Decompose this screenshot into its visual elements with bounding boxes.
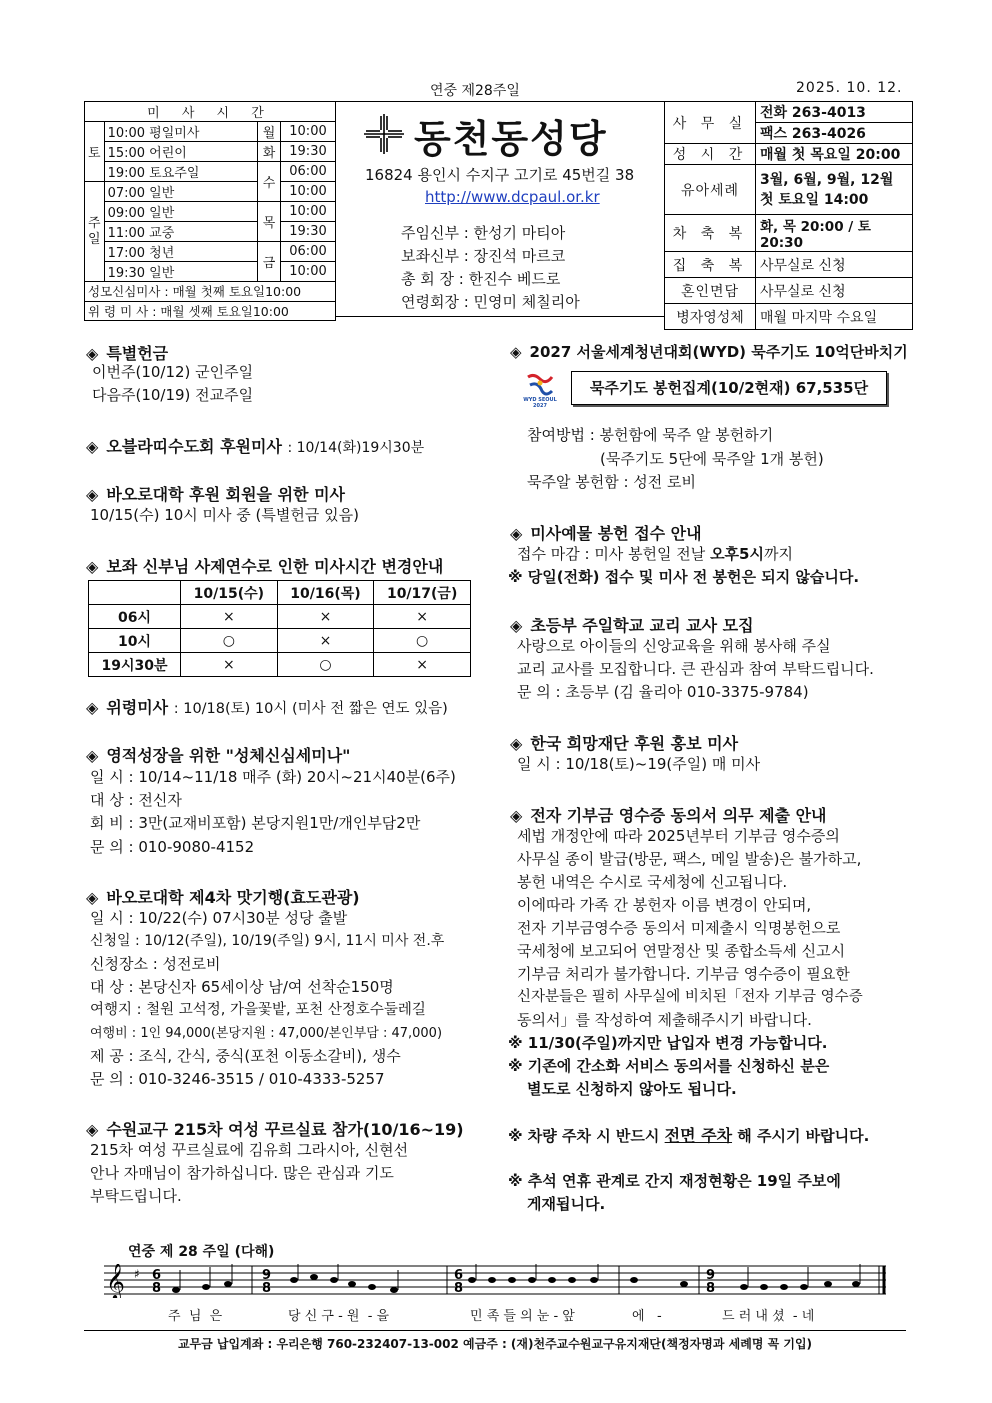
mass-row: 19:00 토요주일 (104, 162, 257, 182)
seminar-detail: 대 상 : 전신자 (90, 791, 182, 809)
mass-row: 15:00 어린이 (104, 142, 257, 162)
weekday-time: 10:00 (281, 182, 336, 202)
svg-text:8: 8 (706, 1281, 716, 1296)
cursillo-detail: 부탁드립니다. (90, 1187, 182, 1205)
section-special-offering: ◈ 특별헌금 (86, 344, 169, 363)
schedule-cell: 06시 (89, 605, 181, 629)
trip-detail: 신청일 : 10/12(주일), 10/19(주일) 9시, 11시 미사 전.후 (90, 933, 445, 949)
holy-hour-value: 매월 첫 목요일 20:00 (756, 144, 913, 165)
donation-detail: 전자 기부금영수증 동의서 미제출시 익명봉헌으로 (517, 919, 841, 937)
marriage-label: 혼인면담 (665, 278, 756, 304)
office-phone: 전화 263-4013 (756, 102, 913, 123)
rosary-detail: 참여방법 : 봉헌함에 묵주 알 봉헌하기 (527, 426, 774, 444)
schedule-header: 10/15(수) (181, 581, 278, 605)
staff-item: 보좌신부 : 장진석 마르코 (401, 247, 566, 265)
schedule-cell: ○ (277, 653, 374, 677)
weekday-label: 금 (258, 242, 281, 282)
finance-notice: ※ 추석 연휴 관계로 간지 재정현황은 19일 주보에 (508, 1172, 841, 1190)
rosary-detail: (묵주기도 5단에 묵주알 1개 봉헌) (600, 450, 824, 468)
donation-detail: 사무실 종이 발급(방문, 팩스, 메일 발송)은 불가하고, (517, 850, 862, 868)
wyd-logo (520, 371, 560, 413)
section-mass-offering: ◈ 미사예물 봉헌 접수 안내 (510, 524, 702, 543)
baptism-time: 첫 토요일 14:00 (760, 191, 869, 208)
schedule-cell: × (374, 605, 471, 629)
mass-offering-deadline: 접수 마감 : 미사 봉헌일 전날 오후5시까지 (517, 545, 793, 563)
donation-simplified-note-2: 별도로 신청하지 않아도 됩니다. (527, 1080, 737, 1098)
schedule-cell: ○ (374, 629, 471, 653)
holy-hour-label: 성 시 간 (665, 144, 756, 165)
section-food-trip: ◈ 바오로대학 제4차 맛기행(효도관광) (86, 888, 360, 907)
lyrics-3: 민 족 들 의 눈 - 앞 (470, 1309, 575, 1324)
parish-address: 16824 용인시 수지구 고기로 45번길 38 (365, 166, 635, 184)
weekday-time: 06:00 (281, 242, 336, 262)
finance-notice-2: 게재됩니다. (527, 1195, 606, 1213)
donation-detail: 봉헌 내역은 수시로 국세청에 신고됩니다. (517, 873, 788, 891)
section-requiem-mass: ◈ 위령미사 : 10/18(토) 10시 (미사 전 짧은 연도 있음) (86, 698, 448, 717)
monthly-mass-1: 성모신심미사 : 매월 첫째 토요일10:00 (85, 282, 336, 302)
cursillo-detail: 안나 자매님이 참가하십니다. 많은 관심과 기도 (90, 1164, 394, 1182)
schedule-cell: × (277, 605, 374, 629)
mass-row: 07:00 일반 (104, 182, 257, 202)
schedule-cell: × (181, 653, 278, 677)
office-info-table (664, 101, 913, 330)
staff-item: 연령회장 : 민영미 체칠리아 (401, 293, 580, 311)
paul-university-detail: 10/15(수) 10시 미사 중 (특별헌금 있음) (90, 506, 359, 524)
svg-text:8: 8 (152, 1281, 162, 1296)
trip-detail: 여행지 : 철원 고석정, 가을꽃밭, 포천 산정호수둘레길 (90, 1002, 426, 1018)
lyrics-5: 드 러 내 셨 - 네 (722, 1309, 815, 1324)
trip-detail: 일 시 : 10/22(수) 07시30분 성당 출발 (90, 909, 348, 927)
parish-website-link[interactable]: http://www.dcpaul.or.kr (425, 188, 600, 206)
marriage-value: 사무실로 신청 (756, 278, 913, 304)
office-label: 사 무 실 (665, 102, 756, 144)
music-staff (104, 1264, 886, 1298)
section-cursillo: ◈ 수원교구 215차 여성 꾸르실료 참가(10/16~19) (86, 1120, 464, 1139)
seminar-detail: 일 시 : 10/14~11/18 매주 (화) 20시~21시40분(6주) (90, 768, 456, 786)
schedule-cell: × (181, 605, 278, 629)
weekday-time: 19:30 (281, 142, 336, 162)
donation-detail: 세법 개정안에 따라 2025년부터 기부금 영수증의 (517, 827, 840, 845)
parish-name: 동천동성당 (414, 117, 608, 161)
trip-detail: 신청장소 : 성전로비 (90, 955, 221, 973)
teacher-detail: 사랑으로 아이들의 신앙교육을 위해 봉사해 주실 (517, 637, 831, 655)
sick-communion-label: 병자영성체 (665, 304, 756, 330)
donation-deadline-note: ※ 11/30(주일)까지만 납입자 변경 가능합니다. (508, 1034, 828, 1052)
donation-detail: 기부금 처리가 불가합니다. 기부금 영수증이 필요한 (517, 965, 850, 983)
offering-line: 다음주(10/19) 전교주일 (92, 386, 254, 404)
mass-row: 09:00 일반 (104, 202, 257, 222)
svg-text:𝄞: 𝄞 (106, 1264, 125, 1298)
weekday-label: 화 (258, 142, 281, 162)
trip-detail: 문 의 : 010-3246-3515 / 010-4333-5257 (90, 1070, 385, 1088)
teacher-detail: 문 의 : 초등부 (김 율리아 010-3375-9784) (517, 683, 809, 701)
lyrics-1: 주 님 은 (168, 1309, 223, 1324)
weekday-label: 수 (258, 162, 281, 202)
svg-text:8: 8 (454, 1281, 464, 1296)
schedule-cell: ○ (181, 629, 278, 653)
trip-detail: 여행비 : 1인 94,000(본당지원 : 47,000/본인부담 : 47,000) (90, 1026, 443, 1041)
weekday-label: 월 (258, 122, 281, 142)
house-blessing-value: 사무실로 신청 (756, 252, 913, 278)
schedule-header (89, 581, 181, 605)
mass-row: 10:00 평일미사 (104, 122, 257, 142)
teacher-detail: 교리 교사를 모집합니다. 큰 관심과 참여 부탁드립니다. (517, 660, 874, 678)
rosary-count-box: 묵주기도 봉헌집계(10/2현재) 67,535단 (571, 371, 887, 405)
footer-account-info: 교무금 납입계좌 : 우리은행 760-232407-13-002 예금주 : (재)천주교수원교구유지재단(책정자명과 세례명 꼭 기입) (177, 1337, 813, 1351)
section-schedule-change: ◈ 보좌 신부님 사제연수로 인한 미사시간 변경안내 (86, 557, 444, 576)
section-donation-receipt: ◈ 전자 기부금 영수증 동의서 의무 제출 안내 (510, 806, 827, 825)
schedule-header: 10/16(목) (277, 581, 374, 605)
mass-offering-note: ※ 당일(전화) 접수 및 미사 전 봉헌은 되지 않습니다. (508, 568, 860, 586)
svg-text:♯: ♯ (134, 1267, 140, 1281)
donation-detail: 동의서」를 작성하여 제출해주시기 바랍니다. (517, 1011, 812, 1029)
schedule-cell: 10시 (89, 629, 181, 653)
wyd-logo-text: WYD SEOUL 2027 (523, 397, 557, 409)
sick-communion-value: 매월 마지막 수요일 (756, 304, 913, 330)
staff-item: 주임신부 : 한성기 마티아 (401, 224, 566, 242)
section-paul-university-mass: ◈ 바오로대학 후원 회원을 위한 미사 (86, 485, 345, 504)
donation-detail: 국세청에 보고되어 연말정산 및 종합소득세 신고시 (517, 942, 846, 960)
donation-detail: 이에따라 가족 간 봉헌자 이름 변경이 안되며, (517, 896, 812, 914)
mass-times-table (84, 101, 336, 321)
svg-text:9: 9 (706, 1268, 716, 1283)
mass-row: 11:00 교중 (104, 222, 257, 242)
mass-row: 17:00 청년 (104, 242, 257, 262)
donation-simplified-note: ※ 기존에 간소화 서비스 동의서를 신청하신 분은 (508, 1057, 830, 1075)
car-blessing-value: 화, 목 20:00 / 토 20:30 (756, 215, 913, 252)
weekday-time: 10:00 (281, 202, 336, 222)
weekday-time: 10:00 (281, 262, 336, 282)
seminar-detail: 회 비 : 3만(교재비포함) 본당지원1만/개인부담2만 (90, 814, 421, 832)
baptism-months: 3월, 6월, 9월, 12월 (760, 171, 894, 188)
saturday-label: 토 (85, 122, 105, 182)
house-blessing-label: 집 축 복 (665, 252, 756, 278)
schedule-header: 10/17(금) (374, 581, 471, 605)
car-blessing-label: 차 축 복 (665, 215, 756, 252)
trip-detail: 대 상 : 본당신자 65세이상 남/여 선착순150명 (90, 978, 394, 996)
monthly-mass-2: 위 령 미 사 : 매월 셋째 토요일10:00 (85, 301, 336, 321)
seminar-detail: 문 의 : 010-9080-4152 (90, 838, 255, 856)
mass-times-title: 미 사 시 간 (85, 102, 336, 122)
svg-text:6: 6 (152, 1268, 162, 1283)
svg-text:6: 6 (454, 1268, 464, 1283)
staff-item: 총 회 장 : 한진수 베드로 (401, 270, 561, 288)
weekday-time: 10:00 (281, 122, 336, 142)
baptism-label: 유아세례 (665, 165, 756, 215)
offering-line: 이번주(10/12) 군인주일 (92, 363, 254, 381)
hope-foundation-detail: 일 시 : 10/18(토)~19(주일) 매 미사 (517, 755, 761, 773)
office-fax: 팩스 263-4026 (756, 123, 913, 144)
parking-notice: ※ 차량 주차 시 반드시 전면 주차 해 주시기 바랍니다. (508, 1126, 870, 1145)
svg-text:8: 8 (262, 1281, 272, 1296)
svg-text:9: 9 (262, 1268, 272, 1283)
footer-divider (84, 1330, 906, 1331)
schedule-cell: × (277, 629, 374, 653)
section-eucharist-seminar: ◈ 영적성장을 위한 "성체신심세미나" (86, 746, 351, 765)
section-hope-foundation: ◈ 한국 희망재단 후원 홍보 미사 (510, 734, 739, 753)
lyrics-4: 에 - (632, 1309, 662, 1324)
cursillo-detail: 215차 여성 꾸르실료에 김유희 그라시아, 신현선 (90, 1141, 409, 1159)
weekday-time: 06:00 (281, 162, 336, 182)
schedule-cell: × (374, 653, 471, 677)
trip-detail: 제 공 : 조식, 간식, 중식(포천 이동소갈비), 생수 (90, 1047, 401, 1065)
lyrics-2: 당 신 구 - 원 - 을 (288, 1309, 390, 1324)
section-wyd-rosary: ◈ 2027 서울세계청년대회(WYD) 묵주기도 10억단바치기 (510, 343, 908, 361)
rosary-detail: 묵주알 봉헌함 : 성전 로비 (527, 473, 697, 491)
schedule-change-table (88, 580, 471, 677)
donation-detail: 신자분들은 필히 사무실에 비치된「전자 기부금 영수증 (517, 989, 863, 1005)
schedule-cell: 19시30분 (89, 653, 181, 677)
section-teacher-recruit: ◈ 초등부 주일학교 교리 교사 모집 (510, 616, 754, 635)
cross-logo-icon (362, 112, 406, 156)
mass-row: 19:30 일반 (104, 262, 257, 282)
week-label: 연중 제28주일 (430, 83, 520, 99)
weekday-time: 19:30 (281, 222, 336, 242)
issue-date: 2025. 10. 12. (796, 80, 903, 96)
staff-list (401, 222, 580, 314)
music-title: 연중 제 28 주일 (다해) (128, 1244, 275, 1260)
section-oblate-mass: ◈ 오블라띠수도회 후원미사 : 10/14(화)19시30분 (86, 437, 425, 456)
weekday-label: 목 (258, 202, 281, 242)
sunday-label: 주일 (85, 182, 105, 282)
